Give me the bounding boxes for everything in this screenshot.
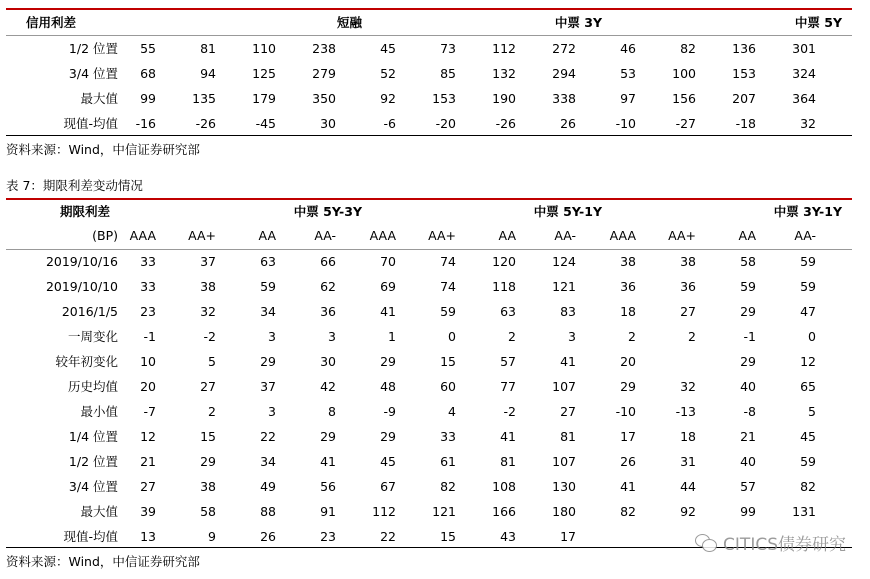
table-cell: 38 — [200, 479, 216, 494]
table-cell: 40 — [740, 454, 756, 469]
table-cell: 118 — [492, 279, 516, 294]
table-row — [6, 375, 852, 399]
table-cell: 99 — [140, 91, 156, 106]
table-cell: 92 — [380, 91, 396, 106]
rating-header: AAA — [369, 228, 396, 243]
table-cell: 70 — [380, 254, 396, 269]
table-cell: 41 — [560, 354, 576, 369]
table-cell: 33 — [140, 279, 156, 294]
table-row — [6, 300, 852, 324]
table-row — [6, 325, 852, 349]
table-cell: 29 — [200, 454, 216, 469]
table-cell: -1 — [143, 329, 156, 344]
table-cell: 110 — [252, 41, 276, 56]
table-cell: 125 — [252, 66, 276, 81]
table-row — [6, 250, 852, 274]
table-cell: 47 — [800, 304, 816, 319]
table-cell: 81 — [500, 454, 516, 469]
table-cell: -26 — [495, 116, 516, 131]
table-cell: 32 — [200, 304, 216, 319]
row-label: 最大值 — [80, 91, 118, 106]
table-cell: 45 — [380, 41, 396, 56]
table-row — [6, 400, 852, 424]
table-cell: 40 — [740, 379, 756, 394]
table-cell: 82 — [620, 504, 636, 519]
table-cell: 120 — [492, 254, 516, 269]
table-cell: 58 — [200, 504, 216, 519]
table-cell: -45 — [255, 116, 276, 131]
table-cell: 18 — [680, 429, 696, 444]
table-cell: 21 — [740, 429, 756, 444]
table-cell: 121 — [552, 279, 576, 294]
table-cell: 3 — [268, 404, 276, 419]
table-cell: 2 — [628, 329, 636, 344]
table-cell: 42 — [320, 379, 336, 394]
table-cell: 20 — [140, 379, 156, 394]
table-row — [6, 350, 852, 374]
table-cell: 153 — [432, 91, 456, 106]
table-cell: 136 — [732, 41, 756, 56]
table-cell: 32 — [680, 379, 696, 394]
table-cell: 15 — [440, 529, 456, 544]
watermark — [695, 530, 846, 554]
table-cell: 48 — [380, 379, 396, 394]
wechat-icon — [695, 532, 717, 552]
table-row — [6, 500, 852, 524]
table-row — [6, 37, 852, 61]
rating-header: AA+ — [188, 228, 216, 243]
table-cell: 58 — [740, 254, 756, 269]
header-group-3: 中票 5Y — [794, 15, 842, 30]
table-cell: 153 — [732, 66, 756, 81]
table-cell: 15 — [200, 429, 216, 444]
header-group-2: 中票 5Y-1Y — [533, 204, 602, 219]
table-cell: 67 — [380, 479, 396, 494]
row-label: 2019/10/16 — [45, 254, 118, 269]
table-cell: 279 — [312, 66, 336, 81]
table-cell: 30 — [320, 116, 336, 131]
rating-header: AA — [738, 228, 756, 243]
table-cell: 29 — [380, 354, 396, 369]
table-row — [6, 475, 852, 499]
table-cell: 18 — [620, 304, 636, 319]
table-cell: 49 — [260, 479, 276, 494]
term-spread-table — [6, 196, 852, 548]
row-label: 3/4 位置 — [68, 479, 118, 494]
table-cell: 5 — [808, 404, 816, 419]
rating-header: AA- — [794, 228, 816, 243]
table-cell: 37 — [200, 254, 216, 269]
table-cell: 301 — [792, 41, 816, 56]
table-cell: 59 — [800, 254, 816, 269]
table-cell: 190 — [492, 91, 516, 106]
table-cell: 17 — [560, 529, 576, 544]
table-cell: 36 — [620, 279, 636, 294]
table-cell: 99 — [740, 504, 756, 519]
table-cell: 12 — [800, 354, 816, 369]
table-cell: 34 — [260, 304, 276, 319]
table-cell: -2 — [203, 329, 216, 344]
table-cell: 112 — [492, 41, 516, 56]
table-caption: 表 7：期限利差变动情况 — [6, 178, 143, 193]
table-cell: 41 — [620, 479, 636, 494]
table-header-row — [6, 11, 852, 35]
table-cell: 62 — [320, 279, 336, 294]
table-cell: 180 — [552, 504, 576, 519]
table-cell: -26 — [195, 116, 216, 131]
header-rule — [6, 35, 852, 36]
table-cell: 46 — [620, 41, 636, 56]
header-label: 信用利差 — [26, 15, 77, 30]
table-cell: 81 — [200, 41, 216, 56]
table-cell: 69 — [380, 279, 396, 294]
subheader-row — [6, 224, 852, 248]
table-cell: 74 — [440, 254, 456, 269]
row-label: 3/4 位置 — [68, 66, 118, 81]
table-cell: 8 — [328, 404, 336, 419]
table-cell: 26 — [560, 116, 576, 131]
table-cell: 2 — [208, 404, 216, 419]
table-cell: 41 — [320, 454, 336, 469]
table-cell: 73 — [440, 41, 456, 56]
table-cell: 38 — [680, 254, 696, 269]
table-cell: 53 — [620, 66, 636, 81]
table-cell: 9 — [208, 529, 216, 544]
table-cell: 29 — [740, 304, 756, 319]
table-bottom-rule — [6, 135, 852, 136]
table-cell: 4 — [448, 404, 456, 419]
table-row — [6, 112, 852, 136]
table-cell: 34 — [260, 454, 276, 469]
rating-header: AAA — [129, 228, 156, 243]
unit-label: (BP) — [92, 228, 118, 243]
table-cell: 10 — [140, 354, 156, 369]
rating-header: AA+ — [668, 228, 696, 243]
row-label: 1/2 位置 — [68, 454, 118, 469]
row-label: 现值-均值 — [63, 116, 118, 131]
table-cell: 57 — [740, 479, 756, 494]
table-cell: 55 — [140, 41, 156, 56]
rating-header: AA — [258, 228, 276, 243]
table-cell: 156 — [672, 91, 696, 106]
table-cell: 3 — [568, 329, 576, 344]
table-cell: 2 — [508, 329, 516, 344]
table-cell: 77 — [500, 379, 516, 394]
header-group-2: 中票 3Y — [554, 15, 602, 30]
table-cell: 135 — [192, 91, 216, 106]
table-cell: 82 — [440, 479, 456, 494]
table-cell: 38 — [620, 254, 636, 269]
row-label: 历史均值 — [67, 379, 118, 394]
table-cell: 27 — [560, 404, 576, 419]
watermark-text: CITICS债券研究 — [723, 534, 846, 555]
table-top-rule — [6, 8, 852, 10]
table-cell: 59 — [260, 279, 276, 294]
table-cell: 13 — [140, 529, 156, 544]
table-cell: 121 — [432, 504, 456, 519]
table-cell: -13 — [675, 404, 696, 419]
table-cell: 32 — [800, 116, 816, 131]
table-cell: 59 — [800, 279, 816, 294]
table-cell: 88 — [260, 504, 276, 519]
table-cell: 21 — [140, 454, 156, 469]
table-cell: 132 — [492, 66, 516, 81]
rating-header: AAA — [609, 228, 636, 243]
table-cell: 82 — [680, 41, 696, 56]
rating-header: AA- — [314, 228, 336, 243]
table-cell: 108 — [492, 479, 516, 494]
table-cell: 37 — [260, 379, 276, 394]
table-cell: 60 — [440, 379, 456, 394]
table-cell: 5 — [208, 354, 216, 369]
table-cell: 45 — [380, 454, 396, 469]
table-cell: 36 — [680, 279, 696, 294]
table-cell: 39 — [140, 504, 156, 519]
table-cell: 2 — [688, 329, 696, 344]
table-cell: 41 — [380, 304, 396, 319]
header-group-3: 中票 3Y-1Y — [773, 204, 842, 219]
table-cell: -10 — [615, 116, 636, 131]
table-cell: 3 — [268, 329, 276, 344]
table-cell: 26 — [620, 454, 636, 469]
table-cell: 364 — [792, 91, 816, 106]
table-cell: 61 — [440, 454, 456, 469]
table-cell: 15 — [440, 354, 456, 369]
table-cell: 97 — [620, 91, 636, 106]
credit-spread-table — [6, 0, 852, 140]
table-cell: 0 — [448, 329, 456, 344]
table-cell: 81 — [560, 429, 576, 444]
table-cell: 57 — [500, 354, 516, 369]
table-cell: 0 — [808, 329, 816, 344]
table-cell: 43 — [500, 529, 516, 544]
table-cell: 294 — [552, 66, 576, 81]
table-cell: 12 — [140, 429, 156, 444]
table-cell: 44 — [680, 479, 696, 494]
table-cell: 29 — [380, 429, 396, 444]
row-label: 较年初变化 — [55, 354, 118, 369]
table-cell: 82 — [800, 479, 816, 494]
table-cell: 23 — [320, 529, 336, 544]
table-cell: 30 — [320, 354, 336, 369]
table-cell: 63 — [260, 254, 276, 269]
table-cell: 92 — [680, 504, 696, 519]
table-cell: 3 — [328, 329, 336, 344]
table-cell: -18 — [735, 116, 756, 131]
row-label: 2016/1/5 — [61, 304, 118, 319]
table-cell: 29 — [320, 429, 336, 444]
table-cell: -1 — [743, 329, 756, 344]
table-row — [6, 450, 852, 474]
table-cell: 207 — [732, 91, 756, 106]
table-cell: 338 — [552, 91, 576, 106]
row-label: 最小值 — [80, 404, 118, 419]
header-group-1: 短融 — [336, 15, 362, 30]
table-cell: 107 — [552, 454, 576, 469]
source-note: 资料来源：Wind，中信证券研究部 — [6, 554, 200, 569]
table-cell: 38 — [200, 279, 216, 294]
row-label: 最大值 — [80, 504, 118, 519]
table-cell: 100 — [672, 66, 696, 81]
table-cell: 45 — [800, 429, 816, 444]
table-cell: 130 — [552, 479, 576, 494]
table-cell: 350 — [312, 91, 336, 106]
table-cell: 94 — [200, 66, 216, 81]
table-row — [6, 87, 852, 111]
table-cell: 179 — [252, 91, 276, 106]
table-cell: 63 — [500, 304, 516, 319]
table-cell: 131 — [792, 504, 816, 519]
table-row — [6, 425, 852, 449]
header-group-1: 中票 5Y-3Y — [293, 204, 362, 219]
table-cell: 22 — [260, 429, 276, 444]
table-cell: 124 — [552, 254, 576, 269]
table-cell: -27 — [675, 116, 696, 131]
table-cell: 17 — [620, 429, 636, 444]
rating-header: AA — [498, 228, 516, 243]
table-cell: 68 — [140, 66, 156, 81]
table-cell: 91 — [320, 504, 336, 519]
table-header-row — [6, 200, 852, 224]
table-cell: 23 — [140, 304, 156, 319]
table-row — [6, 62, 852, 86]
table-cell: 20 — [620, 354, 636, 369]
table-cell: -20 — [435, 116, 456, 131]
table-cell: 29 — [620, 379, 636, 394]
table-cell: 41 — [500, 429, 516, 444]
table-cell: 238 — [312, 41, 336, 56]
table-cell: 36 — [320, 304, 336, 319]
table-cell: -2 — [503, 404, 516, 419]
table-cell: 31 — [680, 454, 696, 469]
rating-header: AA- — [554, 228, 576, 243]
row-label: 1/4 位置 — [68, 429, 118, 444]
table-cell: -8 — [743, 404, 756, 419]
rating-header: AA+ — [428, 228, 456, 243]
table-cell: 83 — [560, 304, 576, 319]
row-label: 现值-均值 — [63, 529, 118, 544]
table-cell: 59 — [800, 454, 816, 469]
table-cell: 85 — [440, 66, 456, 81]
table-cell: 27 — [200, 379, 216, 394]
row-label: 1/2 位置 — [68, 41, 118, 56]
table-cell: 33 — [440, 429, 456, 444]
table-cell: 74 — [440, 279, 456, 294]
table-cell: 65 — [800, 379, 816, 394]
header-label: 期限利差 — [60, 204, 111, 219]
table-cell: 59 — [440, 304, 456, 319]
table-cell: 29 — [260, 354, 276, 369]
table-cell: 166 — [492, 504, 516, 519]
table-cell: 66 — [320, 254, 336, 269]
table-cell: 112 — [372, 504, 396, 519]
table-cell: 324 — [792, 66, 816, 81]
table-cell: 27 — [140, 479, 156, 494]
table-cell: 56 — [320, 479, 336, 494]
table-cell: 272 — [552, 41, 576, 56]
table-cell: 22 — [380, 529, 396, 544]
row-label: 一周变化 — [67, 329, 118, 344]
table-cell: 29 — [740, 354, 756, 369]
table-cell: 26 — [260, 529, 276, 544]
table-cell: -6 — [383, 116, 396, 131]
table-cell: 27 — [680, 304, 696, 319]
table-cell: -16 — [135, 116, 156, 131]
table-cell: 107 — [552, 379, 576, 394]
table-cell: 1 — [388, 329, 396, 344]
table-cell: -7 — [143, 404, 156, 419]
table-row — [6, 275, 852, 299]
table-cell: 59 — [740, 279, 756, 294]
source-note: 资料来源：Wind，中信证券研究部 — [6, 142, 200, 157]
table-cell: 33 — [140, 254, 156, 269]
row-label: 2019/10/10 — [45, 279, 118, 294]
table-cell: -10 — [615, 404, 636, 419]
table-cell: -9 — [383, 404, 396, 419]
table-cell: 52 — [380, 66, 396, 81]
